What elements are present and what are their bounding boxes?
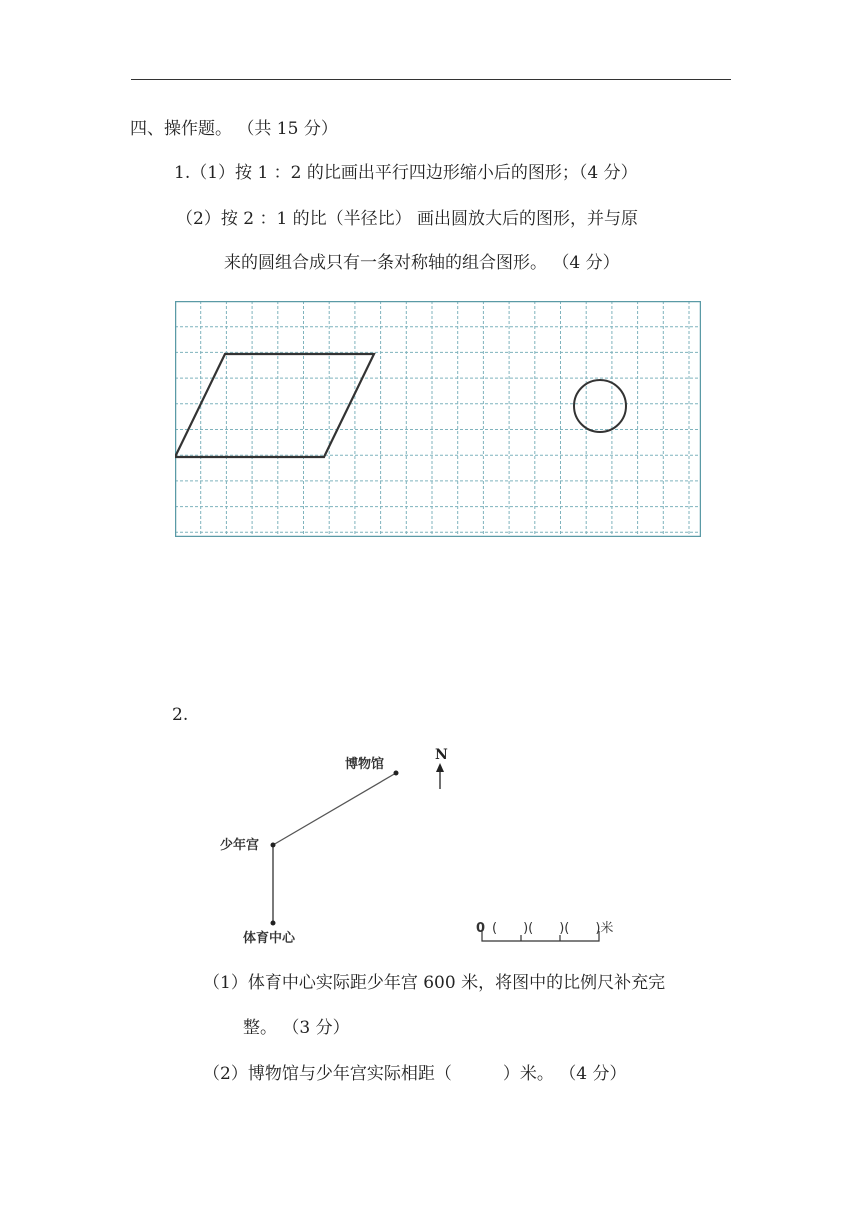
parallelogram-shape — [175, 354, 374, 457]
sports-center-point — [271, 921, 276, 926]
grid-svg — [175, 301, 701, 537]
question-2-part-1-line-2: 整。 （3 分） — [243, 1018, 350, 1038]
museum-point — [394, 771, 399, 776]
question-2-part-1-line-1: （1）体育中心实际距少年宫 600 米，将图中的比例尺补充完 — [203, 973, 666, 993]
map-svg — [210, 735, 650, 960]
header-rule — [131, 79, 731, 80]
question-1-part-2-line-1: （2）按 2 ：1 的比（半径比） 画出圆放大后的图形，并与原 — [176, 209, 639, 229]
map-figure — [210, 735, 650, 960]
question-2-number: 2. — [172, 705, 189, 725]
scale-zero-label: 0 — [476, 921, 486, 936]
section-title: 四、操作题。 （共 15 分） — [130, 119, 338, 139]
youth-palace-label: 少年宫 — [220, 838, 260, 853]
north-label: N — [435, 747, 448, 763]
question-1-part-2-line-2: 来的圆组合成只有一条对称轴的组合图形。 （4 分） — [224, 253, 620, 273]
circle-shape — [574, 380, 626, 432]
sports-center-label: 体育中心 — [243, 931, 296, 946]
youth-palace-point — [271, 843, 276, 848]
museum-route — [273, 773, 396, 845]
question-1-part-1: 1.（1）按 1 ：2 的比画出平行四边形缩小后的图形；（4 分） — [174, 163, 638, 183]
drawing-grid — [175, 301, 701, 537]
scale-blanks-label: ( )( )( )米 — [492, 921, 614, 936]
museum-label: 博物馆 — [345, 757, 385, 772]
north-arrowhead-icon — [436, 763, 444, 772]
question-2-part-2: （2）博物馆与少年宫实际相距（ ）米。 （4 分） — [203, 1064, 627, 1084]
